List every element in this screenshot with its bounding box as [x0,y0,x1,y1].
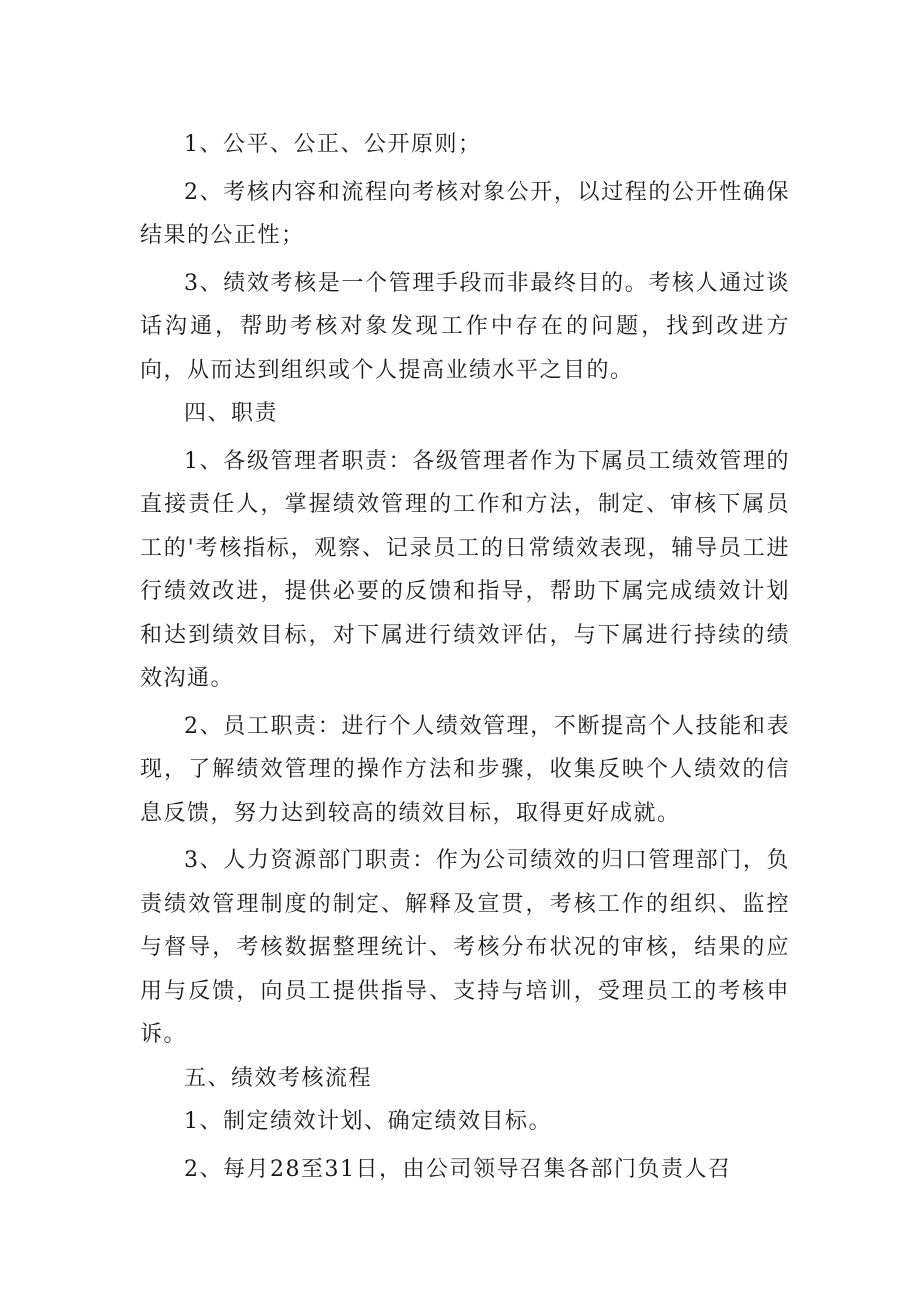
document-body [140,123,790,1191]
process-step-2: 2、每月28至31日，由公司领导召集各部门负责人召 [184,1156,732,1182]
principle-openness: 2、考核内容和流程向考核对象公开，以过程的公开性确保结果的公正性； [140,179,790,248]
section-heading-responsibilities: 四、职责 [184,401,279,426]
hr-responsibilities: 3、人力资源部门职责：作为公司绩效的归口管理部门，负责绩效管理制度的制定、解释及宣贯，考核工作的组织、监控与督导，考核数据整理统计、考核分布状况的审核，结果的应用与反馈，向员工提供指导、支持与培训，受理员工的考核申诉。 [140,848,790,1047]
principle-purpose: 3、绩效考核是一个管理手段而非最终目的。考核人通过谈话沟通，帮助考核对象发现工作中存在的问题，找到改进方向，从而达到组织或个人提高业绩水平之目的。 [140,270,790,383]
principle-fairness: 1、公平、公正、公开原则； [184,132,482,157]
manager-responsibilities: 1、各级管理者职责：各级管理者作为下属员工绩效管理的直接责任人，掌握绩效管理的工作和方法，制定、审核下属员工的'考核指标，观察、记录员工的日常绩效表现，辅导员工进行绩效改进，提供必要的反馈和指导，帮助下属完成绩效计划和达到绩效目标，对下属进行绩效评估，与下属进行持续的绩效沟通。 [140,448,790,691]
process-step-1: 1、制定绩效计划、确定绩效目标。 [184,1109,552,1134]
employee-responsibilities: 2、员工职责：进行个人绩效管理，不断提高个人技能和表现，了解绩效管理的操作方法和步骤，收集反映个人绩效的信息反馈，努力达到较高的绩效目标，取得更好成就。 [140,713,790,826]
section-heading-process: 五、绩效考核流程 [184,1065,373,1091]
